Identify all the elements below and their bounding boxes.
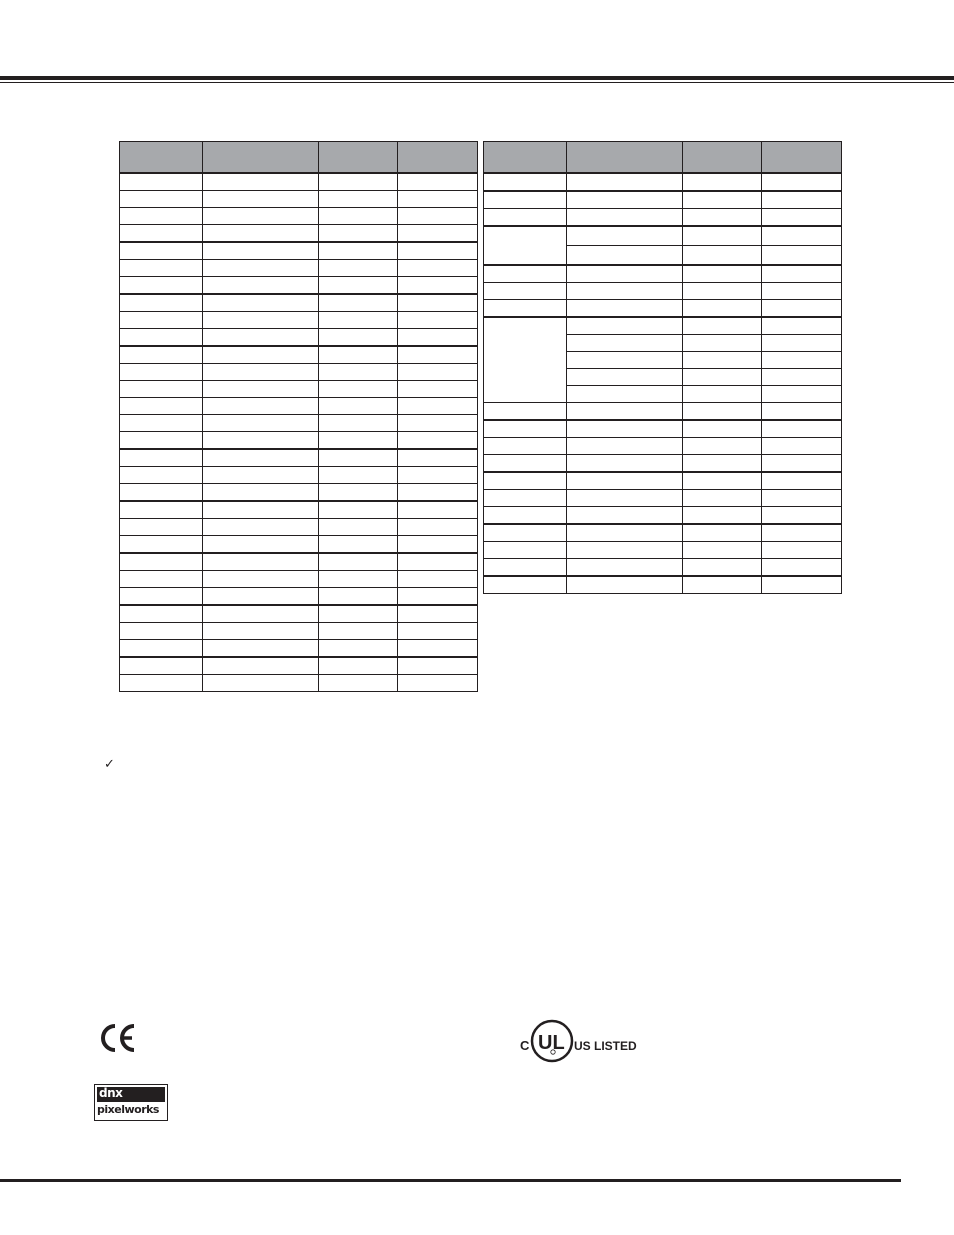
- table-row: [120, 225, 478, 243]
- table-header-row: [484, 142, 842, 174]
- table-row: [120, 519, 478, 536]
- compatibility-table-left: [119, 141, 478, 692]
- table-row: [120, 553, 478, 571]
- table-header-row: [120, 142, 478, 174]
- table-row: [120, 191, 478, 208]
- table-row: [484, 420, 842, 438]
- table-row: [484, 173, 842, 191]
- table-row: [484, 542, 842, 559]
- table-row: [120, 484, 478, 502]
- table-row: [484, 524, 842, 542]
- table-row: [120, 260, 478, 277]
- ul-mark-c-text: C: [520, 1038, 530, 1053]
- pixelworks-logo-bottom-text: pixelworks: [97, 1103, 159, 1116]
- pixelworks-logo: [94, 1084, 168, 1121]
- table-row: [484, 191, 842, 209]
- header-rule-thin: [0, 82, 954, 83]
- table-row: [120, 294, 478, 312]
- table-row: [120, 173, 478, 191]
- ul-mark-us-listed-text: US LISTED: [574, 1039, 637, 1053]
- table-row: [484, 438, 842, 455]
- table-row: [484, 507, 842, 525]
- footer-rule: [0, 1179, 901, 1182]
- table-row: [120, 675, 478, 692]
- table-row: [120, 571, 478, 588]
- table-row: [120, 277, 478, 295]
- table-row: [120, 605, 478, 623]
- table-row: [484, 576, 842, 594]
- table-row: [120, 640, 478, 658]
- table-row: [120, 501, 478, 519]
- table-row: [120, 415, 478, 432]
- table-row: [484, 209, 842, 227]
- table-row: [484, 265, 842, 283]
- table-row: [484, 455, 842, 473]
- table-row: [484, 490, 842, 507]
- table-row: [120, 329, 478, 347]
- table-row: [120, 432, 478, 450]
- table-row: [120, 657, 478, 675]
- table-row: [484, 472, 842, 490]
- table-row: [120, 398, 478, 415]
- table-row: [120, 312, 478, 329]
- table-row: [120, 381, 478, 398]
- header-rule: [0, 76, 954, 80]
- table-row: [120, 449, 478, 467]
- table-row: [484, 300, 842, 318]
- compatibility-table-right: [483, 141, 842, 594]
- table-row: [120, 208, 478, 225]
- table-row: [120, 242, 478, 260]
- ul-listed-mark-icon: [518, 1018, 638, 1064]
- ul-mark-ul-text: UL: [538, 1032, 565, 1054]
- table-row: [120, 467, 478, 484]
- table-row: [120, 346, 478, 364]
- ce-mark-icon: [98, 1022, 138, 1054]
- table-row: [120, 364, 478, 381]
- table-row: [484, 317, 842, 335]
- table-row: [484, 283, 842, 300]
- table-row: [484, 403, 842, 421]
- pixelworks-logo-band: [97, 1087, 165, 1102]
- pixelworks-logo-top-text: dnx: [99, 1086, 123, 1100]
- check-icon: ✓: [104, 757, 115, 772]
- table-row: [120, 623, 478, 640]
- table-row: [120, 588, 478, 606]
- table-row: [484, 559, 842, 577]
- table-row: [484, 226, 842, 246]
- table-row: [120, 536, 478, 554]
